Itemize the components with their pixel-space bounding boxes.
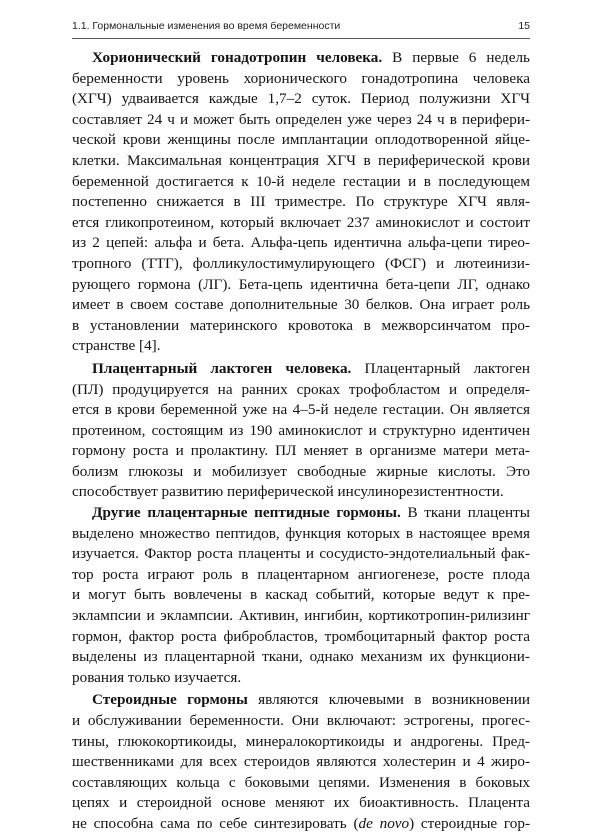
text-line: болизм глюкозы и мобилизует свободные жирные кислоты. Это bbox=[72, 462, 530, 480]
text-line: гормон, фактор роста фибробластов, тромбоцитарный фактор роста bbox=[72, 627, 530, 645]
text-line: и могут быть вовлечены в каскад событий, которые ведут к пре- bbox=[72, 586, 530, 604]
section-title: 1.1. Гормональные изменения во время беременности bbox=[72, 20, 341, 32]
text-line: шественниками для всех стероидов являются холестерин и 4 жиро- bbox=[72, 753, 530, 771]
text-line: (ХГЧ) удваивается каждые 1,7–2 суток. Период полужизни ХГЧ bbox=[72, 90, 530, 108]
text-line: изучается. Фактор роста плаценты и сосудисто-эндотелиальный фак- bbox=[72, 545, 530, 563]
text-line: эклампсии и эклампсии. Активин, ингибин, кортикотропин-рилизинг bbox=[72, 607, 530, 625]
italic-term: de novo bbox=[358, 814, 410, 832]
running-head bbox=[72, 20, 530, 36]
text-line: клетки. Максимальная концентрация ХГЧ в периферической крови bbox=[72, 151, 530, 169]
text-line: Плацентарный лактоген человека. Плацентарный лактоген bbox=[92, 359, 530, 377]
text-line: странстве [4]. bbox=[72, 337, 161, 355]
text-line: Стероидные гормоны являются ключевыми в возникновении bbox=[92, 691, 531, 709]
text-line: гормону роста и пролактину. ПЛ меняет в организме матери мета- bbox=[72, 442, 530, 460]
text-line: постепенно снижается в III триместре. По структуре ХГЧ явля- bbox=[72, 193, 530, 211]
paragraph-hcg bbox=[72, 48, 530, 357]
text-line: цепях и стероидной основе меняют их биоактивность. Плацента bbox=[72, 794, 530, 812]
text-line: способствует развитию периферической инсулинорезистентности. bbox=[72, 483, 504, 501]
page-body bbox=[72, 48, 530, 835]
heading-peptide-hormones: Другие плацентарные пептидные гормоны. bbox=[92, 504, 401, 522]
text-line: рующего гормона (ЛГ). Бета-цепь идентична бета-цепи ЛГ, однако bbox=[72, 275, 530, 293]
text-line: тропного (ТТГ), фолликулостимулирующего (ФСГ) и лютеинизи- bbox=[72, 254, 530, 272]
text-line: не способна сама по себе синтезировать (de novo) стероидные гор- bbox=[72, 814, 531, 832]
text-line: беременности уровень хорионического гонадотропина человека bbox=[72, 69, 530, 87]
text-line: и обслуживании беременности. Они включают: эстрогены, прогес- bbox=[72, 712, 530, 729]
text-line: беременной достигается к 10-й неделе гестации и в последующем bbox=[72, 172, 530, 190]
text-line: ется в крови беременной уже на 4–5-й неделе гестации. Он является bbox=[72, 401, 530, 419]
heading-placental-lactogen: Плацентарный лактоген человека. bbox=[92, 359, 352, 377]
text-line: (ПЛ) продуцируется на ранних сроках трофобластом и определя- bbox=[72, 380, 530, 398]
header-rule bbox=[72, 38, 530, 39]
text-line: выделено множество пептидов, функция которых в настоящее время bbox=[72, 524, 530, 542]
text-line: составляет 24 ч и может быть определен уже через 24 ч в перифери- bbox=[72, 110, 530, 128]
paragraph-peptide-hormones bbox=[72, 503, 530, 688]
text-line: ческой крови женщины после имплантации оплодотворенной яйце- bbox=[72, 131, 530, 149]
text-line: в установлении материнского кровотока в межворсинчатом про- bbox=[72, 316, 530, 334]
text-line: тины, глюкокортикоиды, минералокортикоиды и андрогены. Пред- bbox=[72, 732, 530, 750]
text-line: ется гликопротеином, который включает 237 аминокислот и состоит bbox=[72, 213, 530, 231]
text-line: тор роста играют роль в плацентарном ангиогенезе, росте плода bbox=[72, 565, 530, 583]
text-line: из 2 цепей: альфа и бета. Альфа-цепь идентична альфа-цепи тирео- bbox=[72, 234, 530, 252]
text-line: рования только изучается. bbox=[72, 668, 242, 686]
text-line: имеет в своем составе дополнительные 30 белков. Она играет роль bbox=[72, 296, 530, 314]
text-line: Другие плацентарные пептидные гормоны. В ткани плаценты bbox=[92, 504, 531, 522]
text-line: протеином, состоящим из 190 аминокислот и структурно идентичен bbox=[72, 421, 530, 439]
heading-steroid-hormones: Стероидные гормоны bbox=[92, 691, 248, 709]
page-number: 15 bbox=[518, 20, 530, 32]
text-line: выделены из плацентарной ткани, однако механизм их функциони- bbox=[72, 648, 530, 666]
text-line: составляющих кольца с боковыми цепями. Изменения в боковых bbox=[72, 773, 530, 791]
heading-hcg: Хорионический гонадотропин человека. bbox=[92, 49, 383, 66]
text-line: Хорионический гонадотропин человека. В первые 6 недель bbox=[92, 49, 530, 66]
paragraph-steroid-hormones bbox=[72, 690, 530, 834]
paragraph-placental-lactogen bbox=[72, 359, 530, 503]
